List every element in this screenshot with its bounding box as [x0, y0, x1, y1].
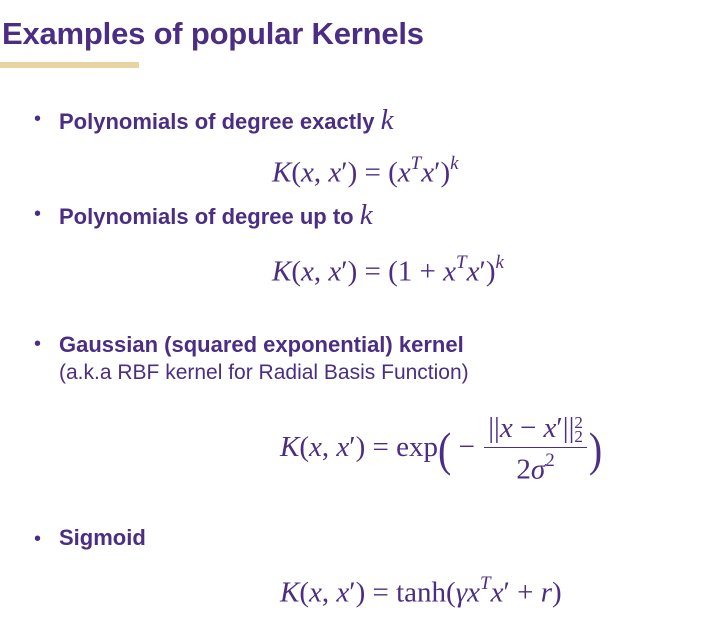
- bullet-polynomial-upto: [59, 199, 373, 232]
- bullet-polynomial-exact: [59, 104, 393, 137]
- bullet-dot: •: [34, 333, 42, 355]
- slide-title: Examples of popular Kernels: [2, 16, 424, 51]
- bullet-label: Sigmoid: [59, 525, 146, 550]
- bullet-gaussian: [59, 332, 464, 358]
- formula-polynomial-upto: K(x, $x') = (1 + x^Tx')^k$: [272, 252, 504, 288]
- bullet-variable: k: [380, 104, 394, 136]
- bullet-sigmoid: [59, 525, 146, 551]
- formula-polynomial-exact: K(x, $x') = (x^Tx')^k$: [272, 153, 459, 189]
- bullet-label: Polynomials of degree up to: [59, 204, 354, 229]
- gaussian-fraction: ||x − x′||2 2 $2\sigma^2$: [484, 412, 587, 487]
- title-underline: [0, 62, 139, 68]
- bullet-sublabel: (a.k.a RBF kernel for Radial Basis Function): [59, 361, 469, 384]
- bullet-label: Polynomials of degree exactly: [59, 109, 375, 134]
- formula-sigmoid: K(x, $x') = \tanh(\gamma x^Tx' + r)$: [280, 573, 562, 609]
- formula-gaussian: K(x, x′) = exp( − ||x − x′||2 2 $2\sigma^2$ ): [280, 412, 603, 486]
- bullet-dot: •: [34, 528, 42, 550]
- bullet-dot: •: [34, 203, 42, 225]
- bullet-dot: •: [34, 108, 42, 130]
- bullet-label: Gaussian (squared exponential) kernel: [59, 332, 464, 357]
- bullet-variable: k: [359, 199, 373, 231]
